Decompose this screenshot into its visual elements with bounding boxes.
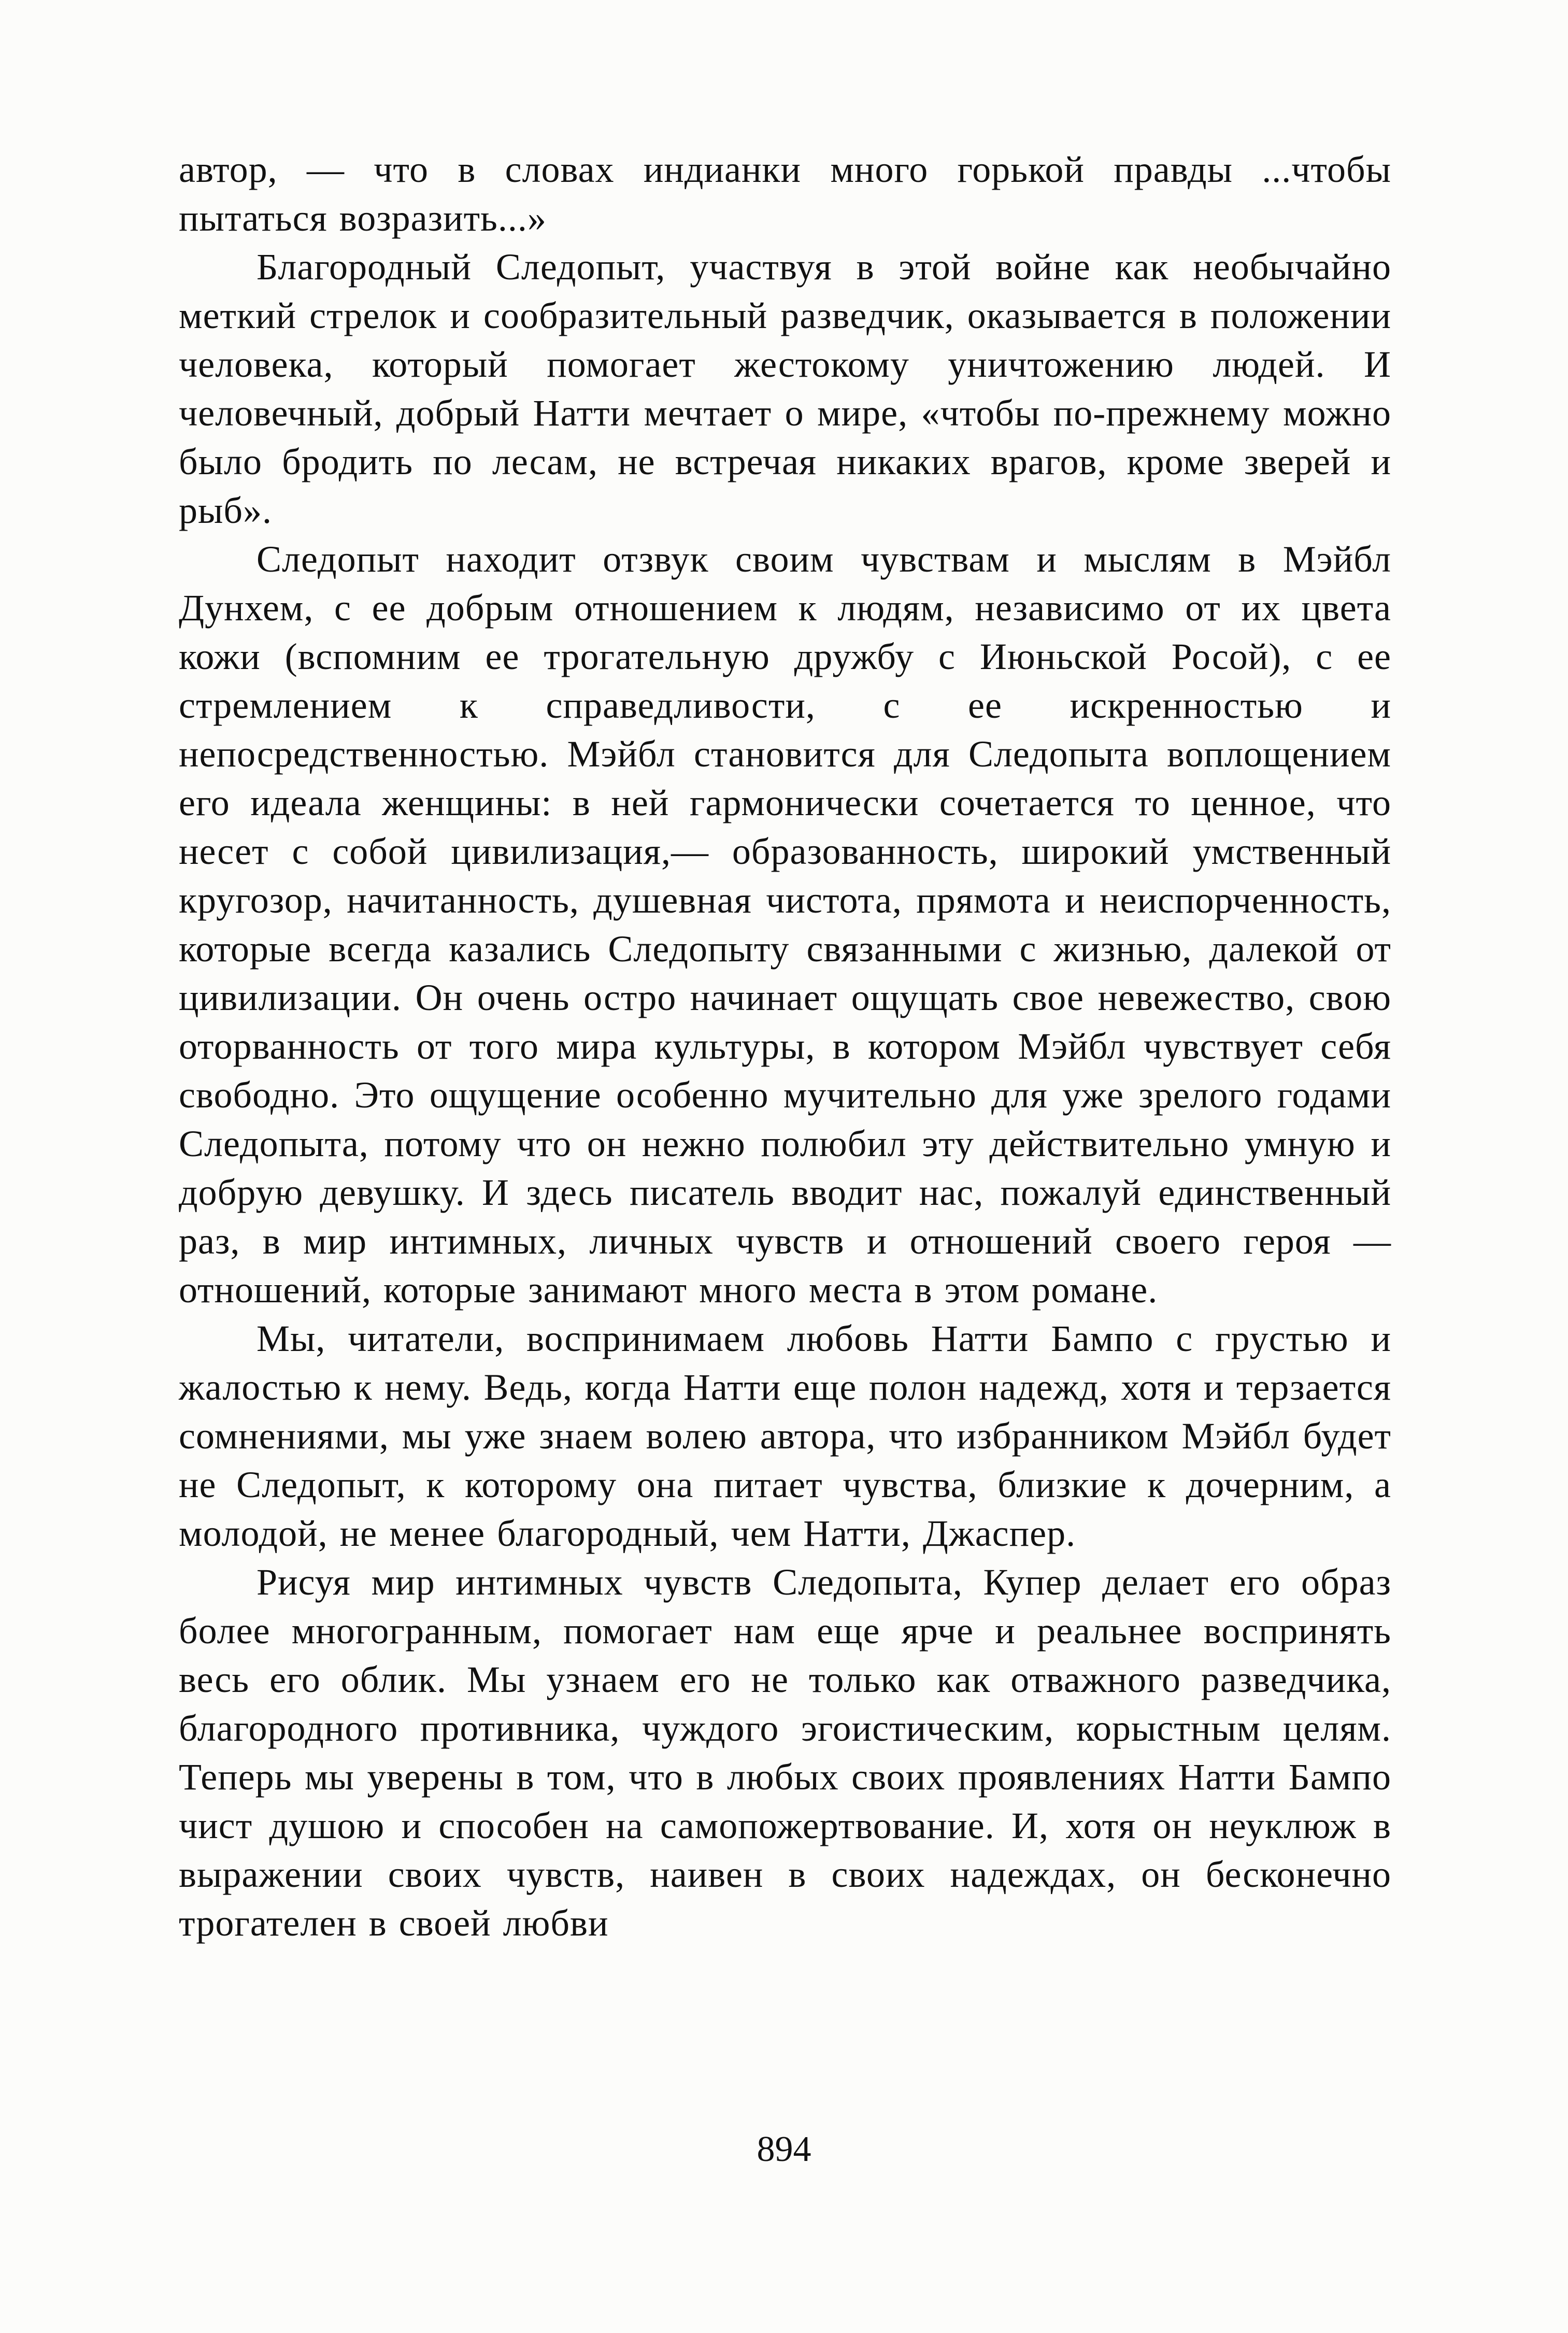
paragraph-intimate-feelings: Рисуя мир интимных чувств Следопыта, Купер делает его образ более многогранным, помогает нам еще ярче и реальнее воспринять весь его облик. Мы узнаем его не только как отважного разведчика, благородного противника, чуждого эгоистическим, корыстным целям. Теперь мы уверены в том, что в любых своих проявлениях Натти Бампо чист душою и способен на самопожертвование. И, хотя он неуклюж в выражении своих чувств, наивен в своих надеждах, он бесконечно трогателен в своей любви	[179, 1561, 1391, 1944]
body-text	[179, 145, 1391, 1947]
page-number: 894	[757, 2129, 811, 2169]
paragraph-pathfinder-war: Благородный Следопыт, участвуя в этой войне как необычайно меткий стрелок и сообразительный разведчик, оказывается в положении человека, который помогает жестокому уничтожению людей. И человечный, добрый Натти мечтает о мире, «чтобы по-прежнему можно было бродить по лесам, не встречая никаких врагов, кроме зверей и рыб».	[179, 246, 1391, 531]
paragraph-mabel-dunham: Следопыт находит отзвук своим чувствам и мыслям в Мэйбл Дунхем, с ее добрым отношением к людям, независимо от их цвета кожи (вспомним ее трогательную дружбу с Июньской Росой), с ее стремлением к справедливости, с ее искренностью и непосредственностью. Мэйбл становится для Следопыта воплощением его идеала женщины: в ней гармонически сочетается то ценное, что несет с собой цивилизация,— образованность, широкий умственный кругозор, начитанность, душевная чистота, прямота и неиспорченность, которые всегда казались Следопыту связанными с жизнью, далекой от цивилизации. Он очень остро начинает ощущать свое невежество, свою оторванность от того мира культуры, в котором Мэйбл чувствует себя свободно. Это ощущение особенно мучительно для уже зрелого годами Следопыта, потому что он нежно полюбил эту действительно умную и добрую девушку. И здесь писатель вводит нас, пожалуй единственный раз, в мир интимных, личных чувств и отношений своего героя — отношений, которые занимают много места в этом романе.	[179, 538, 1391, 1311]
paragraph-continuation: автор, — что в словах индианки много горькой правды ...чтобы пытаться возразить...»	[179, 149, 1391, 239]
paragraph-readers-love: Мы, читатели, воспринимаем любовь Натти Бампо с грустью и жалостью к нему. Ведь, когда Натти еще полон надежд, хотя и терзается сомнениями, мы уже знаем волею автора, что избранником Мэйбл будет не Следопыт, к которому она питает чувства, близкие к дочерним, а молодой, не менее благородный, чем Натти, Джаспер.	[179, 1318, 1391, 1554]
